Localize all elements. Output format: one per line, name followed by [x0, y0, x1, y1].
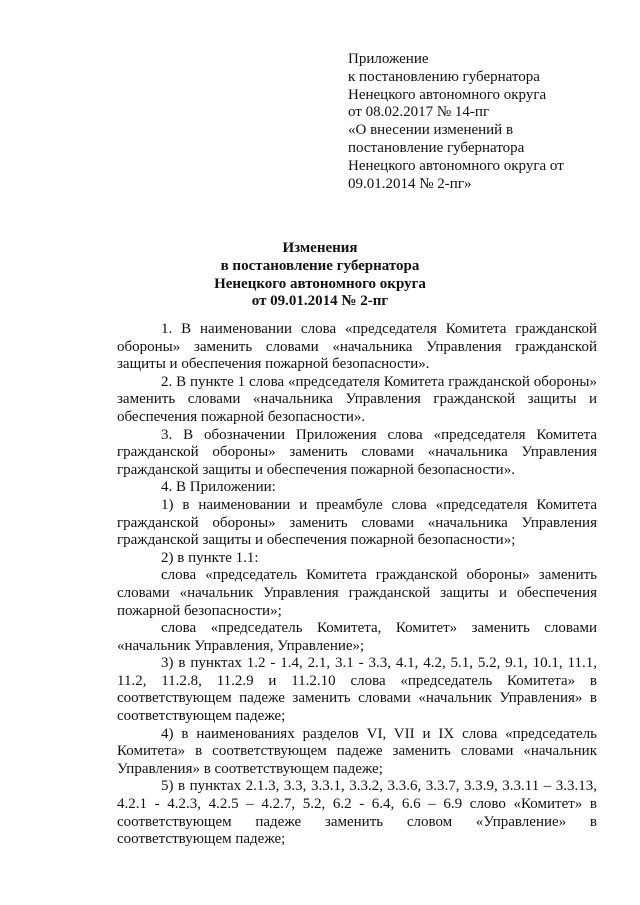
title-line: от 09.01.2014 № 2-пг	[251, 293, 389, 310]
document-body	[117, 321, 597, 849]
attachment-line: 09.01.2014 № 2-пг»	[348, 175, 472, 192]
paragraph-1: 1. В наименовании слова «председателя Комитета гражданской обороны» заменить словами «начальника Управления гражданской защиты и обеспечения пожарной безопасности».	[117, 321, 597, 373]
subitem-4: 4) в наименованиях разделов VI, VII и IX слова «председатель Комитета» в соответствующем падеже заменить словами «начальник Управления» в соответствующем падеже;	[117, 725, 597, 777]
subitem-5: 5) в пунктах 2.1.3, 3.3, 3.3.1, 3.3.2, 3.3.6, 3.3.7, 3.3.9, 3.3.11 – 3.3.13, 4.2.1 - 4.2.3, 4.2.5 – 4.2.7, 5.2, 6.2 - 6.4, 6.6 – 6.9 слово «Комитет» в соответствующем падеже заменить словом «Управление» в соответствующем падеже;	[117, 778, 597, 848]
attachment-line: Ненецкого автономного округа от	[348, 157, 564, 174]
attachment-line: «О внесении изменений в	[348, 122, 514, 139]
paragraph-3: 3. В обозначении Приложения слова «председателя Комитета гражданской обороны» заменить словами «начальника Управления гражданской защиты и обеспечения пожарной безопасности».	[117, 426, 597, 478]
subitem-3: 3) в пунктах 1.2 - 1.4, 2.1, 3.1 - 3.3, 4.1, 4.2, 5.1, 5.2, 9.1, 10.1, 11.1, 11.2, 11.2.8, 11.2.9 и 11.2.10 слова «председатель Комитета» в соответствующем падеже заменить словами «начальник Управления» в соответствующем падеже;	[117, 655, 597, 725]
title-line: в постановление губернатора	[220, 257, 420, 274]
document-title	[0, 240, 640, 311]
paragraph-2: 2. В пункте 1 слова «председателя Комитета гражданской обороны» заменить словами «начальника Управления гражданской защиты и обеспечения пожарной безопасности».	[117, 373, 597, 425]
attachment-header	[348, 51, 618, 193]
subitem-1: 1) в наименовании и преамбуле слова «председателя Комитета гражданской обороны» заменить словами «начальника Управления гражданской защиты и обеспечения пожарной безопасности»;	[117, 496, 597, 549]
attachment-line: от 08.02.2017 № 14-пг	[348, 104, 490, 121]
attachment-line: к постановлению губернатора	[348, 68, 540, 85]
attachment-line: Ненецкого автономного округа	[348, 86, 547, 103]
title-line: Ненецкого автономного округа	[214, 275, 426, 292]
subitem-2-a: слова «председатель Комитета гражданской обороны» заменить словами «начальник Управления гражданской защиты и обеспечения пожарной безопасности»;	[117, 567, 597, 619]
title-line: Изменения	[282, 240, 358, 256]
attachment-line: Приложение	[348, 51, 429, 67]
attachment-line: постановление губернатора	[348, 139, 525, 156]
paragraph-4: 4. В Приложении:	[161, 479, 276, 496]
subitem-2-b: слова «председатель Комитета, Комитет» заменить словами «начальник Управления, Управление»;	[117, 620, 597, 654]
subitem-2: 2) в пункте 1.1:	[161, 549, 259, 566]
